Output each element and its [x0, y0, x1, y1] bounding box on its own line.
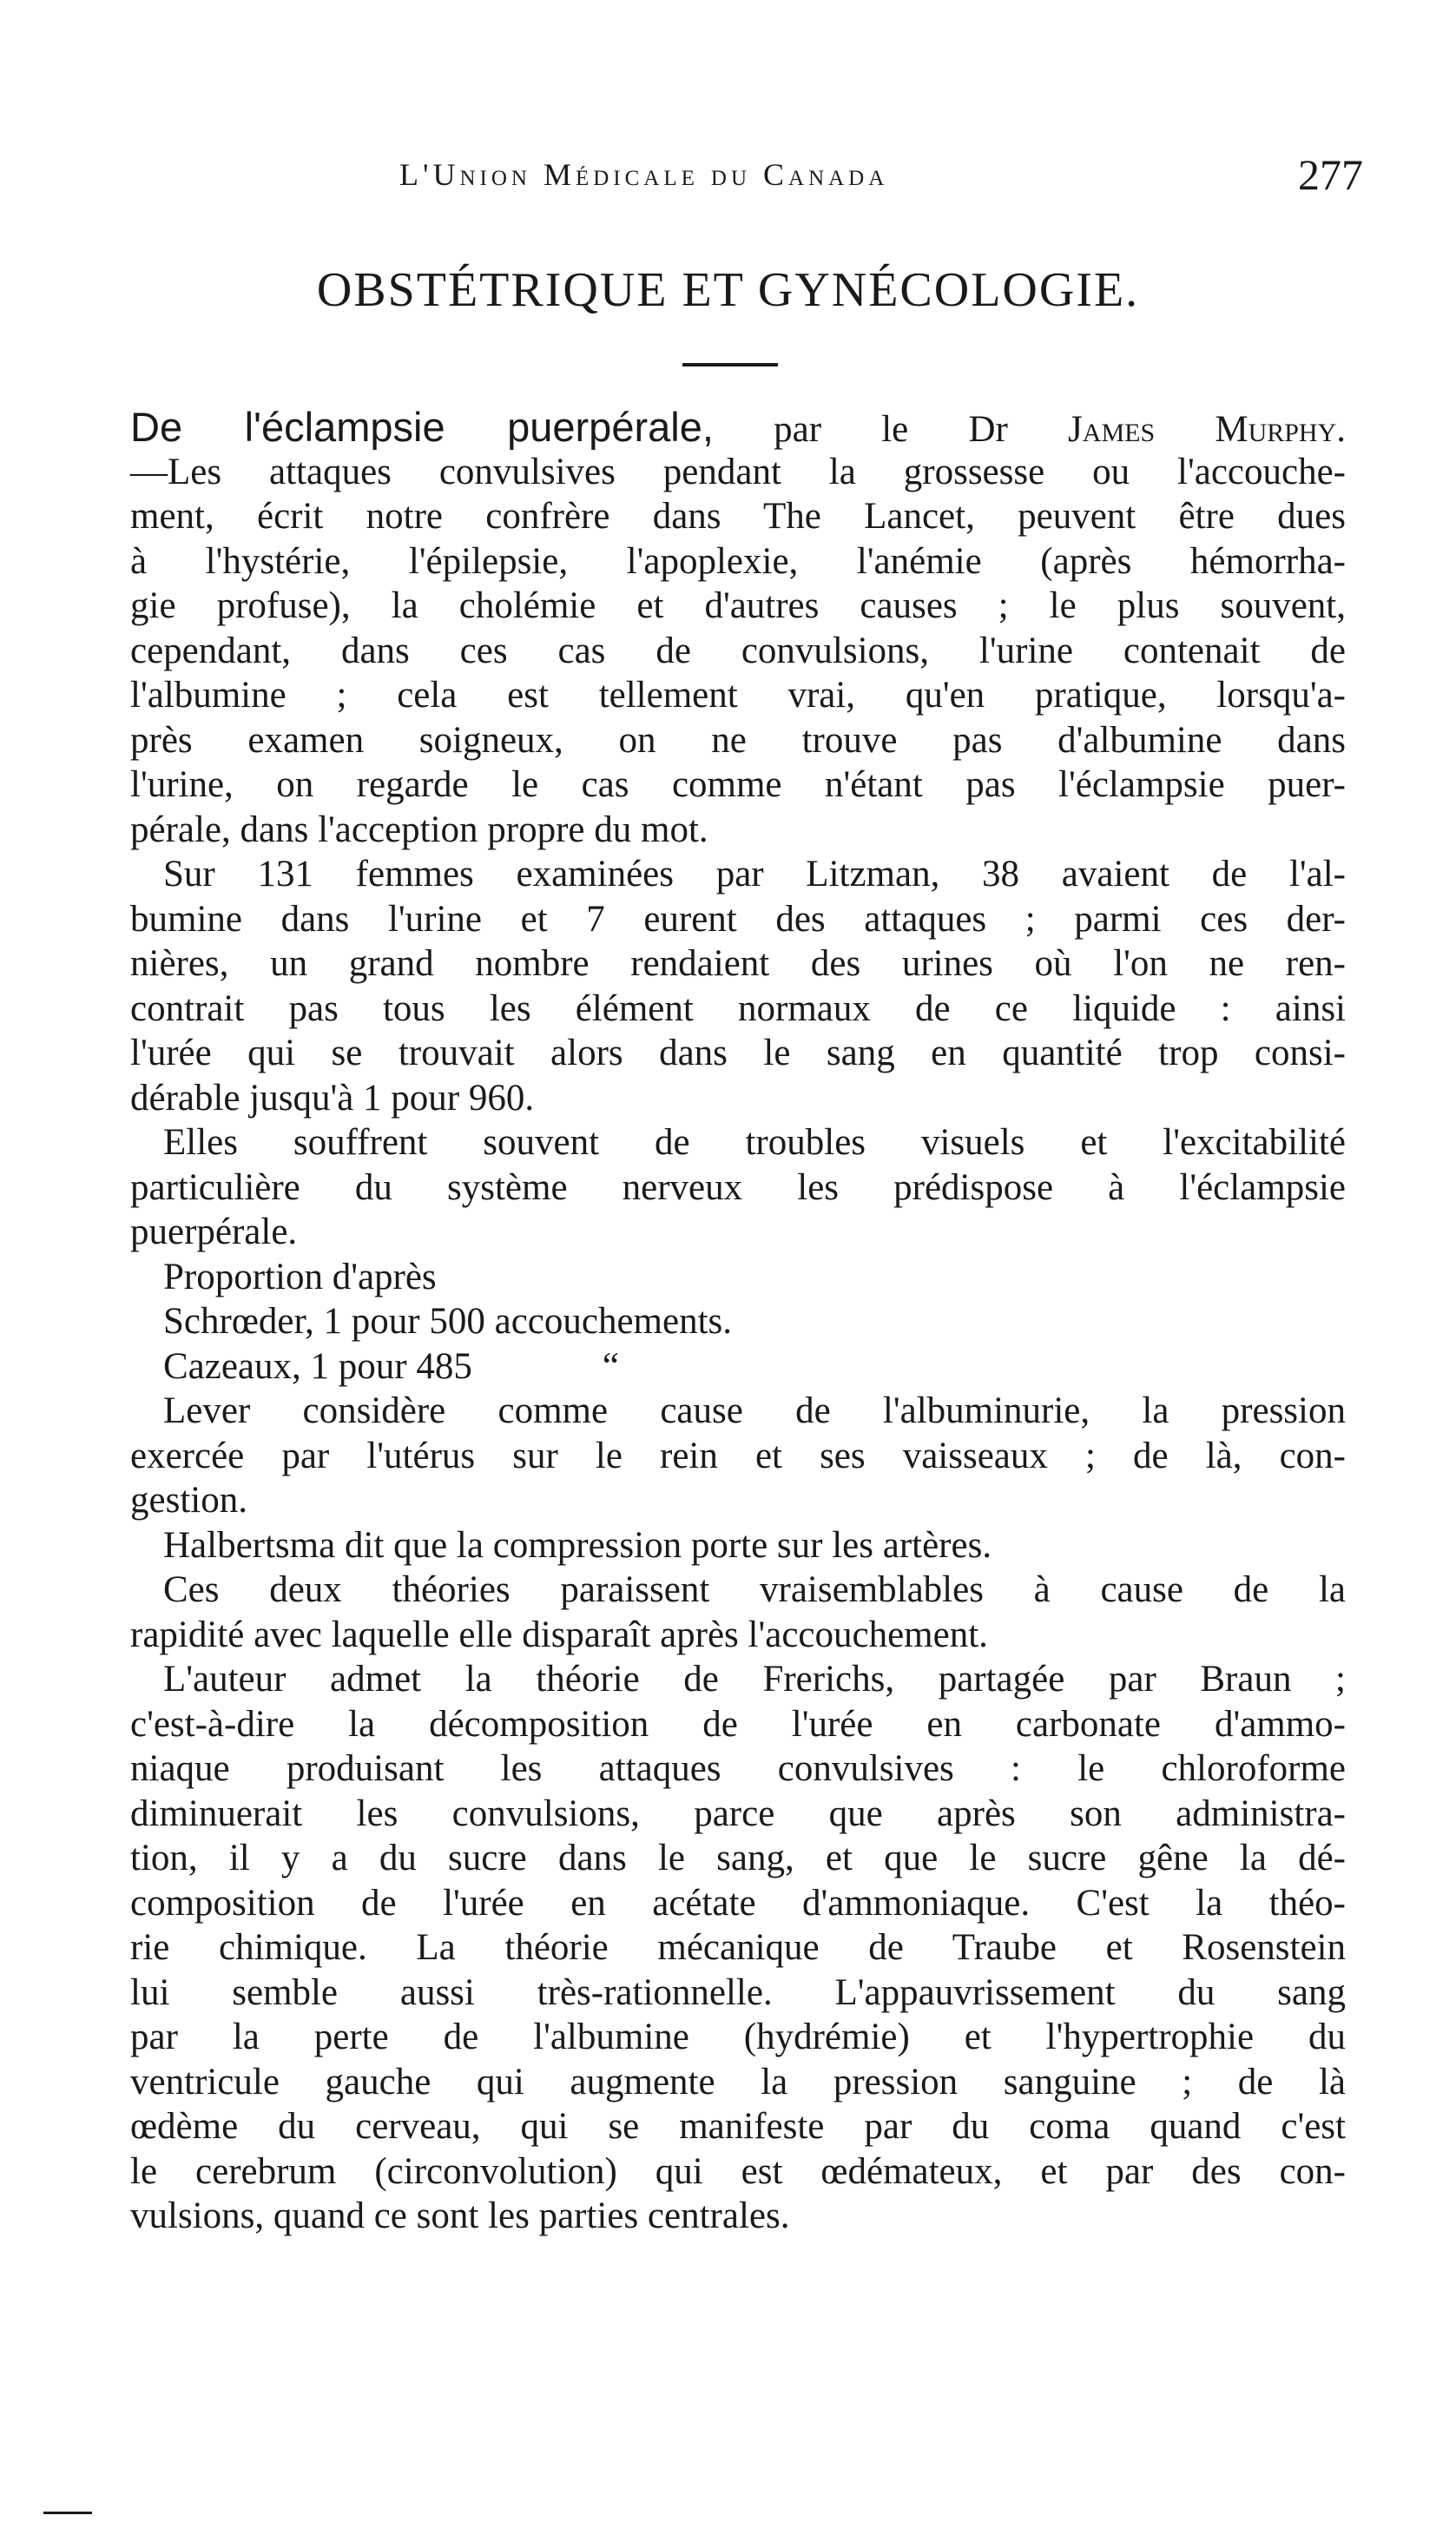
text-line: ventricule gauche qui augmente la pression sanguine ; de là	[130, 2061, 1346, 2103]
journal-title: L'Union Médicale du Canada	[399, 157, 889, 192]
title-rule	[682, 363, 778, 366]
text-line: le cerebrum (circonvolution) qui est œdémateux, et par des con-	[130, 2150, 1346, 2192]
text-line: rapidité avec laquelle elle disparaît après l'accouchement.	[130, 1614, 988, 1655]
section-title: OBSTÉTRIQUE ET GYNÉCOLOGIE.	[316, 263, 1140, 317]
author-name: James Murphy.	[1068, 409, 1347, 450]
text-line: exercée par l'utérus sur le rein et ses vaisseaux ; de là, con-	[130, 1435, 1346, 1476]
text-line: niaque produisant les attaques convulsives : le chloroforme	[130, 1748, 1346, 1789]
article-heading: De l'éclampsie puerpérale,	[130, 404, 714, 450]
text-line: Ces deux théories paraissent vraisemblables à cause de la	[163, 1569, 1346, 1610]
text-line: à l'hystérie, l'épilepsie, l'apoplexie, l'anémie (après hémorrha-	[130, 540, 1346, 582]
text-line: Proportion d'après	[163, 1256, 437, 1297]
text-line: diminuerait les convulsions, parce que après son administra-	[130, 1792, 1346, 1834]
text-line: l'albumine ; cela est tellement vrai, qu'en pratique, lorsqu'a-	[130, 675, 1346, 716]
text-line: l'urée qui se trouvait alors dans le sang en quantité trop consi-	[130, 1033, 1346, 1073]
ratio-text: Cazeaux, 1 pour 485	[163, 1345, 472, 1387]
text-line: nières, un grand nombre rendaient des urines où l'on ne ren-	[130, 943, 1346, 984]
text-line: contrait pas tous les élément normaux de ce liquide : ainsi	[130, 987, 1346, 1029]
text-line: c'est-à-dire la décomposition de l'urée en carbonate d'ammo-	[130, 1703, 1346, 1745]
ditto-mark: “	[602, 1345, 619, 1387]
scan-edge-mark	[43, 2512, 92, 2514]
text-line: —Les attaques convulsives pendant la grossesse ou l'accouche-	[130, 451, 1346, 492]
text-line: gestion.	[130, 1480, 247, 1521]
byline-prefix: par le Dr	[713, 409, 1069, 450]
text-line: pérale, dans l'acception propre du mot.	[130, 809, 708, 850]
page-number: 277	[1298, 150, 1363, 199]
text-line: rie chimique. La théorie mécanique de Traube et Rosenstein	[130, 1927, 1346, 1968]
text-line: Schrœder, 1 pour 500 accouchements.	[163, 1301, 733, 1342]
text-line: Lever considère comme cause de l'albuminurie, la pression	[163, 1390, 1346, 1431]
text-line: l'urine, on regarde le cas comme n'étant pas l'éclampsie puer-	[130, 764, 1346, 805]
text-line: vulsions, quand ce sont les parties centrales.	[130, 2195, 790, 2236]
text-line: lui semble aussi très-rationnelle. L'appauvrissement du sang	[130, 1971, 1346, 2013]
article-lead-line	[130, 405, 1346, 450]
text-line: Elles souffrent souvent de troubles visuels et l'excitabilité	[163, 1122, 1346, 1163]
text-line: gie profuse), la cholémie et d'autres causes ; le plus souvent,	[130, 585, 1346, 626]
text-line: dérable jusqu'à 1 pour 960.	[130, 1077, 535, 1119]
article-body	[130, 405, 1346, 2239]
text-line: L'auteur admet la théorie de Frerichs, partagée par Braun ;	[163, 1659, 1346, 1700]
text-line: bumine dans l'urine et 7 eurent des attaques ; parmi ces der-	[130, 898, 1346, 940]
text-line	[130, 1344, 1346, 1390]
text-line: cependant, dans ces cas de convulsions, l'urine contenait de	[130, 630, 1346, 671]
text-line: près examen soigneux, on ne trouve pas d'albumine dans	[130, 719, 1346, 761]
text-line: ment, écrit notre confrère dans The Lancet, peuvent être dues	[130, 496, 1346, 537]
text-line: tion, il y a du sucre dans le sang, et que le sucre gêne la dé-	[130, 1838, 1346, 1878]
text-line: par la perte de l'albumine (hydrémie) et l'hypertrophie du	[130, 2017, 1346, 2057]
running-head	[130, 149, 1363, 201]
text-line: œdème du cerveau, qui se manifeste par du coma quand c'est	[130, 2106, 1346, 2147]
text-line: particulière du système nerveux les prédispose à l'éclampsie	[130, 1166, 1346, 1208]
text-line: Halbertsma dit que la compression porte sur les artères.	[163, 1524, 992, 1566]
text-line: puerpérale.	[130, 1211, 298, 1252]
text-line: Sur 131 femmes examinées par Litzman, 38 avaient de l'al-	[163, 854, 1346, 895]
text-line: composition de l'urée en acétate d'ammoniaque. C'est la théo-	[130, 1882, 1346, 1924]
